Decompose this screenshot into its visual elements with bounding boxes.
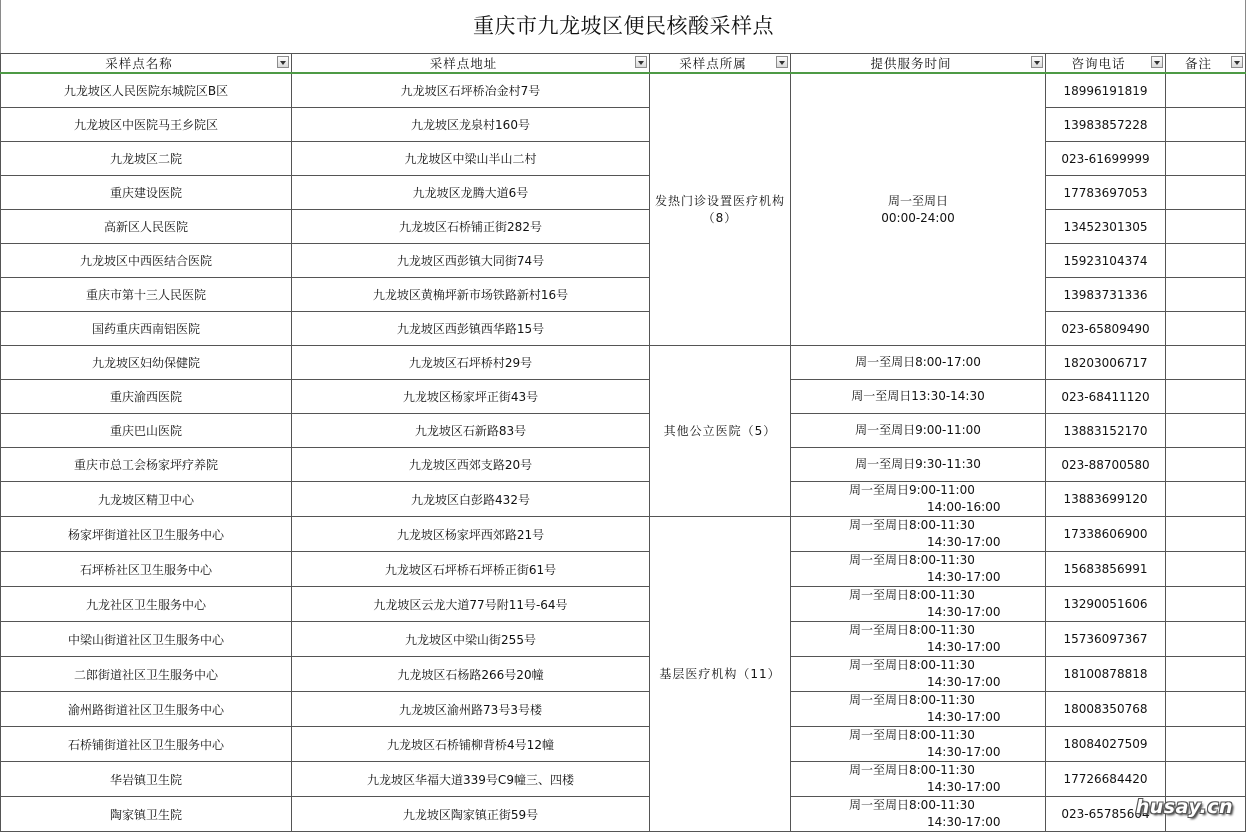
remarks-cell[interactable] xyxy=(1166,108,1246,142)
service-time-line: 周一至周日8:00-11:30 xyxy=(849,623,975,637)
sampling-point-address-cell[interactable]: 九龙坡区杨家坪西郊路21号 xyxy=(292,517,650,552)
phone-cell[interactable]: 13883699120 xyxy=(1046,482,1166,517)
remarks-cell[interactable] xyxy=(1166,448,1246,482)
column-header-service-time: 提供服务时间 xyxy=(791,54,1046,74)
sampling-point-name-cell[interactable]: 石坪桥社区卫生服务中心 xyxy=(1,552,292,587)
phone-cell[interactable]: 13452301305 xyxy=(1046,210,1166,244)
table-row xyxy=(1,73,1246,108)
table-row xyxy=(1,448,1246,482)
table-row xyxy=(1,108,1246,142)
phone-cell[interactable]: 18084027509 xyxy=(1046,727,1166,762)
phone-cell[interactable]: 18996191819 xyxy=(1046,73,1166,108)
phone-cell[interactable]: 023-88700580 xyxy=(1046,448,1166,482)
service-time-line: 周一至周日8:00-11:30 xyxy=(849,728,975,742)
sampling-point-address-cell[interactable]: 九龙坡区西彭镇西华路15号 xyxy=(292,312,650,346)
sampling-point-address-cell[interactable]: 九龙坡区石坪桥冶金村7号 xyxy=(292,73,650,108)
sampling-point-address-cell[interactable]: 九龙坡区陶家镇正街59号 xyxy=(292,797,650,832)
service-time-line-afternoon: 00:00-24:00 xyxy=(881,210,955,225)
sampling-point-name-cell[interactable]: 石桥铺街道社区卫生服务中心 xyxy=(1,727,292,762)
service-time-line: 周一至周日8:00-11:30 xyxy=(849,553,975,567)
remarks-cell[interactable] xyxy=(1166,278,1246,312)
sampling-point-name-cell[interactable]: 国药重庆西南铝医院 xyxy=(1,312,292,346)
service-time-line: 周一至周日8:00-11:30 xyxy=(849,763,975,777)
remarks-cell[interactable] xyxy=(1166,346,1246,380)
phone-cell[interactable]: 023-65809490 xyxy=(1046,312,1166,346)
phone-cell[interactable]: 13983731336 xyxy=(1046,278,1166,312)
table-row xyxy=(1,380,1246,414)
remarks-cell[interactable] xyxy=(1166,482,1246,517)
sampling-point-name-cell[interactable]: 九龙坡区中医院马王乡院区 xyxy=(1,108,292,142)
service-time-line-afternoon: 14:00-16:00 xyxy=(927,500,1001,514)
sampling-point-address-cell[interactable]: 九龙坡区西郊支路20号 xyxy=(292,448,650,482)
sampling-point-address-cell[interactable]: 九龙坡区渝州路73号3号楼 xyxy=(292,692,650,727)
phone-cell[interactable]: 023-61699999 xyxy=(1046,142,1166,176)
sampling-point-address-cell[interactable]: 九龙坡区中梁山街255号 xyxy=(292,622,650,657)
category-cell[interactable]: 基层医疗机构（11） xyxy=(650,517,791,832)
phone-cell[interactable]: 18100878818 xyxy=(1046,657,1166,692)
remarks-cell[interactable] xyxy=(1166,622,1246,657)
remarks-cell[interactable] xyxy=(1166,762,1246,797)
sampling-point-name-cell[interactable]: 二郎街道社区卫生服务中心 xyxy=(1,657,292,692)
category-cell[interactable]: 发热门诊设置医疗机构（8） xyxy=(650,73,791,346)
sampling-point-name-cell[interactable]: 九龙社区卫生服务中心 xyxy=(1,587,292,622)
table-row xyxy=(1,414,1246,448)
remarks-cell[interactable] xyxy=(1166,142,1246,176)
service-time-line-afternoon: 14:30-17:00 xyxy=(927,570,1001,584)
sampling-point-name-cell[interactable]: 重庆市总工会杨家坪疗养院 xyxy=(1,448,292,482)
sampling-point-name-cell[interactable]: 九龙坡区中西医结合医院 xyxy=(1,244,292,278)
remarks-cell[interactable] xyxy=(1166,176,1246,210)
table-row xyxy=(1,657,1246,692)
remarks-cell[interactable] xyxy=(1166,552,1246,587)
service-time-line-afternoon: 14:30-17:00 xyxy=(927,815,1001,829)
service-time-line-afternoon: 14:30-17:00 xyxy=(927,745,1001,759)
remarks-cell[interactable] xyxy=(1166,414,1246,448)
sampling-point-address-cell[interactable]: 九龙坡区黄桷坪新市场铁路新村16号 xyxy=(292,278,650,312)
sampling-point-address-cell[interactable]: 九龙坡区龙泉村160号 xyxy=(292,108,650,142)
sampling-point-name-cell[interactable]: 高新区人民医院 xyxy=(1,210,292,244)
phone-cell[interactable]: 18008350768 xyxy=(1046,692,1166,727)
service-time-cell[interactable]: 周一至周日8:00-17:00 xyxy=(791,346,1046,380)
table-row xyxy=(1,346,1246,380)
column-header-remarks: 备注 xyxy=(1166,54,1246,74)
remarks-cell[interactable] xyxy=(1166,244,1246,278)
service-time-line: 周一至周日8:00-11:30 xyxy=(849,658,975,672)
table-row xyxy=(1,244,1246,278)
sampling-point-name-cell[interactable]: 杨家坪街道社区卫生服务中心 xyxy=(1,517,292,552)
column-header-category: 采样点所属 xyxy=(650,54,791,74)
sampling-point-name-cell[interactable]: 重庆市第十三人民医院 xyxy=(1,278,292,312)
table-row xyxy=(1,587,1246,622)
service-time-line: 周一至周日8:00-11:30 xyxy=(849,588,975,602)
sampling-point-address-cell[interactable]: 九龙坡区石坪桥石坪桥正街61号 xyxy=(292,552,650,587)
service-time-cell[interactable] xyxy=(791,797,1046,832)
remarks-cell[interactable] xyxy=(1166,587,1246,622)
phone-cell[interactable]: 13883152170 xyxy=(1046,414,1166,448)
sampling-point-name-cell[interactable]: 重庆渝西医院 xyxy=(1,380,292,414)
table-row xyxy=(1,552,1246,587)
table-row xyxy=(1,278,1246,312)
sampling-point-name-cell[interactable]: 重庆巴山医院 xyxy=(1,414,292,448)
table-row xyxy=(1,142,1246,176)
column-header-address: 采样点地址 xyxy=(292,54,650,74)
table-row xyxy=(1,517,1246,552)
service-time-cell[interactable] xyxy=(791,622,1046,657)
service-time-line-afternoon: 14:30-17:00 xyxy=(927,605,1001,619)
remarks-cell[interactable] xyxy=(1166,312,1246,346)
table-row xyxy=(1,727,1246,762)
sampling-point-name-cell[interactable]: 九龙坡区妇幼保健院 xyxy=(1,346,292,380)
sampling-point-name-cell[interactable]: 九龙坡区二院 xyxy=(1,142,292,176)
phone-cell[interactable]: 13290051606 xyxy=(1046,587,1166,622)
phone-cell[interactable]: 15683856991 xyxy=(1046,552,1166,587)
sampling-point-address-cell[interactable]: 九龙坡区石桥铺正街282号 xyxy=(292,210,650,244)
category-cell[interactable]: 其他公立医院（5） xyxy=(650,346,791,517)
sampling-point-address-cell[interactable]: 九龙坡区石坪桥村29号 xyxy=(292,346,650,380)
table-row xyxy=(1,692,1246,727)
service-time-cell[interactable] xyxy=(791,482,1046,517)
service-time-cell[interactable] xyxy=(791,552,1046,587)
service-time-cell[interactable] xyxy=(791,692,1046,727)
sampling-point-address-cell[interactable]: 九龙坡区白彭路432号 xyxy=(292,482,650,517)
service-time-cell[interactable]: 周一至周日13:30-14:30 xyxy=(791,380,1046,414)
service-time-line-afternoon: 14:30-17:00 xyxy=(927,640,1001,654)
filter-dropdown-icon[interactable] xyxy=(1231,56,1243,68)
remarks-cell[interactable] xyxy=(1166,657,1246,692)
service-time-line: 周一至周日8:00-11:30 xyxy=(849,693,975,707)
service-time-line: 周一至周日 xyxy=(887,193,948,208)
sampling-point-address-cell[interactable]: 九龙坡区龙腾大道6号 xyxy=(292,176,650,210)
sampling-point-address-cell[interactable]: 九龙坡区石杨路266号20幢 xyxy=(292,657,650,692)
sampling-point-name-cell[interactable]: 中梁山街道社区卫生服务中心 xyxy=(1,622,292,657)
sampling-point-address-cell[interactable]: 九龙坡区云龙大道77号附11号-64号 xyxy=(292,587,650,622)
remarks-cell[interactable] xyxy=(1166,727,1246,762)
sampling-point-address-cell[interactable]: 九龙坡区石新路83号 xyxy=(292,414,650,448)
remarks-cell[interactable] xyxy=(1166,380,1246,414)
service-time-cell[interactable] xyxy=(791,762,1046,797)
table-row xyxy=(1,210,1246,244)
sampling-point-name-cell[interactable]: 华岩镇卫生院 xyxy=(1,762,292,797)
sampling-point-name-cell[interactable]: 九龙坡区人民医院东城院区B区 xyxy=(1,73,292,108)
sampling-point-address-cell[interactable]: 九龙坡区西彭镇大同街74号 xyxy=(292,244,650,278)
remarks-cell[interactable] xyxy=(1166,517,1246,552)
service-time-line-afternoon: 14:30-17:00 xyxy=(927,535,1001,549)
table-row xyxy=(1,482,1246,517)
service-time-cell[interactable] xyxy=(791,727,1046,762)
phone-cell[interactable]: 17338606900 xyxy=(1046,517,1166,552)
table-row xyxy=(1,622,1246,657)
phone-cell[interactable]: 15736097367 xyxy=(1046,622,1166,657)
sampling-point-address-cell[interactable]: 九龙坡区杨家坪正街43号 xyxy=(292,380,650,414)
filter-dropdown-icon[interactable] xyxy=(277,56,289,68)
service-time-line-afternoon: 14:30-17:00 xyxy=(927,675,1001,689)
remarks-cell[interactable] xyxy=(1166,210,1246,244)
sampling-points-table xyxy=(0,53,1246,832)
table-row xyxy=(1,762,1246,797)
sampling-point-address-cell[interactable]: 九龙坡区华福大道339号C9幢三、四楼 xyxy=(292,762,650,797)
phone-cell[interactable]: 13983857228 xyxy=(1046,108,1166,142)
table-row xyxy=(1,312,1246,346)
service-time-line: 周一至周日9:00-11:00 xyxy=(849,483,975,497)
sampling-point-address-cell[interactable]: 九龙坡区中梁山半山二村 xyxy=(292,142,650,176)
filter-dropdown-icon[interactable] xyxy=(1031,56,1043,68)
filter-dropdown-icon[interactable] xyxy=(635,56,647,68)
table-row xyxy=(1,797,1246,832)
header-row xyxy=(1,54,1246,74)
remarks-cell[interactable] xyxy=(1166,73,1246,108)
service-time-line-afternoon: 14:30-17:00 xyxy=(927,710,1001,724)
phone-cell[interactable]: 023-68411120 xyxy=(1046,380,1166,414)
phone-cell[interactable]: 18203006717 xyxy=(1046,346,1166,380)
service-time-cell[interactable]: 周一至周日9:30-11:30 xyxy=(791,448,1046,482)
sampling-point-name-cell[interactable]: 渝州路街道社区卫生服务中心 xyxy=(1,692,292,727)
sampling-point-name-cell[interactable]: 重庆建设医院 xyxy=(1,176,292,210)
column-header-phone: 咨询电话 xyxy=(1046,54,1166,74)
site-watermark: husay.cn xyxy=(1135,796,1233,818)
sampling-point-name-cell[interactable]: 九龙坡区精卫中心 xyxy=(1,482,292,517)
service-time-cell[interactable] xyxy=(791,517,1046,552)
sampling-point-name-cell[interactable]: 陶家镇卫生院 xyxy=(1,797,292,832)
remarks-cell[interactable] xyxy=(1166,692,1246,727)
service-time-cell[interactable] xyxy=(791,657,1046,692)
service-time-line-afternoon: 14:30-17:00 xyxy=(927,780,1001,794)
service-time-cell[interactable]: 周一至周日9:00-11:00 xyxy=(791,414,1046,448)
service-time-cell[interactable] xyxy=(791,587,1046,622)
table-row xyxy=(1,176,1246,210)
phone-cell[interactable]: 023-65785604 xyxy=(1046,797,1166,832)
phone-cell[interactable]: 15923104374 xyxy=(1046,244,1166,278)
filter-dropdown-icon[interactable] xyxy=(1151,56,1163,68)
column-header-name: 采样点名称 xyxy=(1,54,292,74)
service-time-line: 周一至周日8:00-11:30 xyxy=(849,798,975,812)
sheet-title: 重庆市九龙坡区便民核酸采样点 xyxy=(473,14,774,38)
filter-dropdown-icon[interactable] xyxy=(776,56,788,68)
phone-cell[interactable]: 17783697053 xyxy=(1046,176,1166,210)
service-time-cell[interactable] xyxy=(791,73,1046,346)
sampling-point-address-cell[interactable]: 九龙坡区石桥铺柳背桥4号12幢 xyxy=(292,727,650,762)
service-time-line: 周一至周日8:00-11:30 xyxy=(849,518,975,532)
phone-cell[interactable]: 17726684420 xyxy=(1046,762,1166,797)
